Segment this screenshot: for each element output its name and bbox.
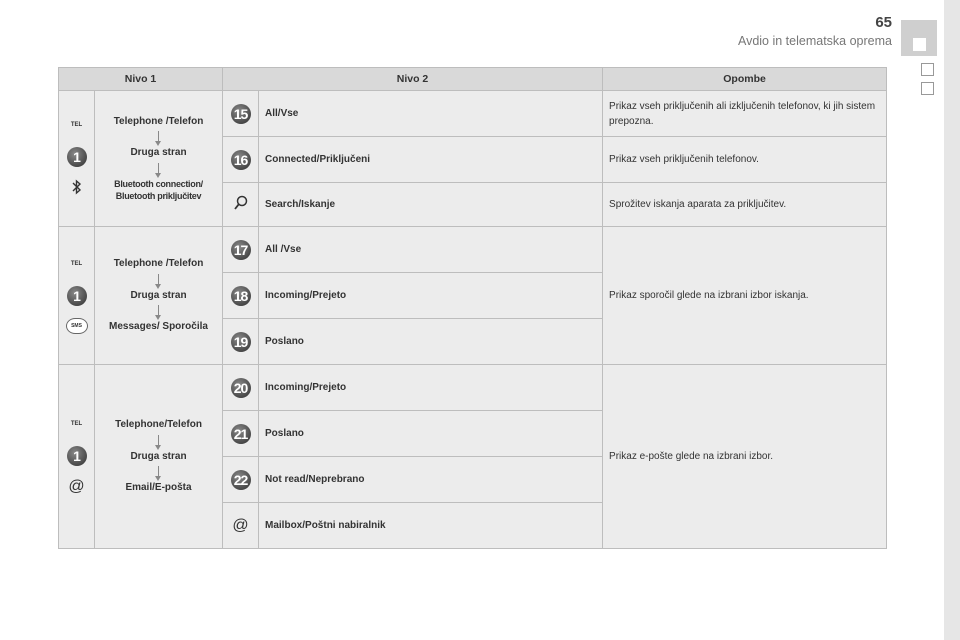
note-text: Prikaz vseh priključenih ali izključenih telefonov, ki jih sistem prepozna. xyxy=(603,91,887,137)
row-icon xyxy=(223,503,259,549)
path-step: Bluetooth connection/ Bluetooth priključitev xyxy=(114,178,203,201)
column-header: Nivo 1 xyxy=(59,68,223,91)
chapter-tab-square xyxy=(913,38,926,51)
row-number xyxy=(223,319,259,365)
path-step: Telephone/Telefon xyxy=(115,419,202,431)
note-text: Sprožitev iskanja aparata za priključitev. xyxy=(603,183,887,227)
level2-item: All /Vse xyxy=(259,227,603,273)
path-step: Telephone /Telefon xyxy=(113,115,204,127)
path-step: Email/E-pošta xyxy=(125,482,192,494)
row-number xyxy=(223,227,259,273)
row-number xyxy=(223,137,259,183)
chapter-tab-square xyxy=(921,82,934,95)
level1-path xyxy=(95,365,223,549)
step-badge: 17 xyxy=(231,240,251,260)
note-text: Prikaz e-pošte glede na izbrani izbor. xyxy=(603,365,887,549)
step-badge: 1 xyxy=(67,446,87,466)
step-badge: 16 xyxy=(231,150,251,170)
at-icon: @ xyxy=(232,516,249,534)
level2-item: Incoming/Prejeto xyxy=(259,273,603,319)
arrow-down-icon xyxy=(158,305,159,317)
arrow-down-icon xyxy=(158,435,159,447)
level1-icons xyxy=(59,365,95,549)
arrow-down-icon xyxy=(158,163,159,175)
column-header: Opombe xyxy=(603,68,887,91)
level2-item: Mailbox/Poštni nabiralnik xyxy=(259,503,603,549)
row-number xyxy=(223,273,259,319)
section-title: Avdio in telematska oprema xyxy=(737,34,892,48)
level2-item: Not read/Neprebrano xyxy=(259,457,603,503)
arrow-down-icon xyxy=(158,131,159,143)
level2-item: Incoming/Prejeto xyxy=(259,365,603,411)
arrow-down-icon xyxy=(158,466,159,478)
chapter-tab-marker xyxy=(901,20,937,56)
level1-icons xyxy=(59,227,95,365)
page-number: 65 xyxy=(875,14,892,31)
step-badge: 20 xyxy=(231,378,251,398)
level2-item: Connected/Priključeni xyxy=(259,137,603,183)
step-badge: 1 xyxy=(67,286,87,306)
path-step: Druga stran xyxy=(130,289,187,301)
step-badge: 18 xyxy=(231,286,251,306)
row-number xyxy=(223,411,259,457)
level1-path xyxy=(95,91,223,227)
step-badge: 22 xyxy=(231,470,251,490)
side-strip xyxy=(944,0,960,640)
path-step: Messages/ Sporočila xyxy=(109,321,208,333)
level2-item: Poslano xyxy=(259,411,603,457)
level1-icons xyxy=(59,91,95,227)
level1-path xyxy=(95,227,223,365)
bluetooth-icon xyxy=(72,182,82,199)
menu-table xyxy=(58,67,887,549)
step-badge: 15 xyxy=(231,104,251,124)
chapter-tab-square xyxy=(921,63,934,76)
column-header: Nivo 2 xyxy=(223,68,603,91)
tel-icon: TEL xyxy=(70,121,83,128)
tel-icon: TEL xyxy=(70,261,83,267)
sms-icon: SMS xyxy=(66,318,88,334)
step-badge: 21 xyxy=(231,424,251,444)
path-step: Telephone /Telefon xyxy=(113,258,204,270)
step-badge: 19 xyxy=(231,332,251,352)
level2-item: All/Vse xyxy=(259,91,603,137)
step-badge: 1 xyxy=(67,147,87,167)
row-number xyxy=(223,91,259,137)
at-icon: @ xyxy=(68,478,85,495)
path-step: Druga stran xyxy=(130,450,187,462)
note-text: Prikaz sporočil glede na izbrani izbor iskanja. xyxy=(603,227,887,365)
row-number xyxy=(223,365,259,411)
tel-icon: TEL xyxy=(70,421,83,427)
arrow-down-icon xyxy=(158,274,159,286)
path-step: Druga stran xyxy=(130,147,187,159)
level2-item: Poslano xyxy=(259,319,603,365)
search-icon xyxy=(233,203,249,214)
row-icon xyxy=(223,183,259,227)
level2-item: Search/Iskanje xyxy=(259,183,603,227)
row-number xyxy=(223,457,259,503)
note-text: Prikaz vseh priključenih telefonov. xyxy=(603,137,887,183)
